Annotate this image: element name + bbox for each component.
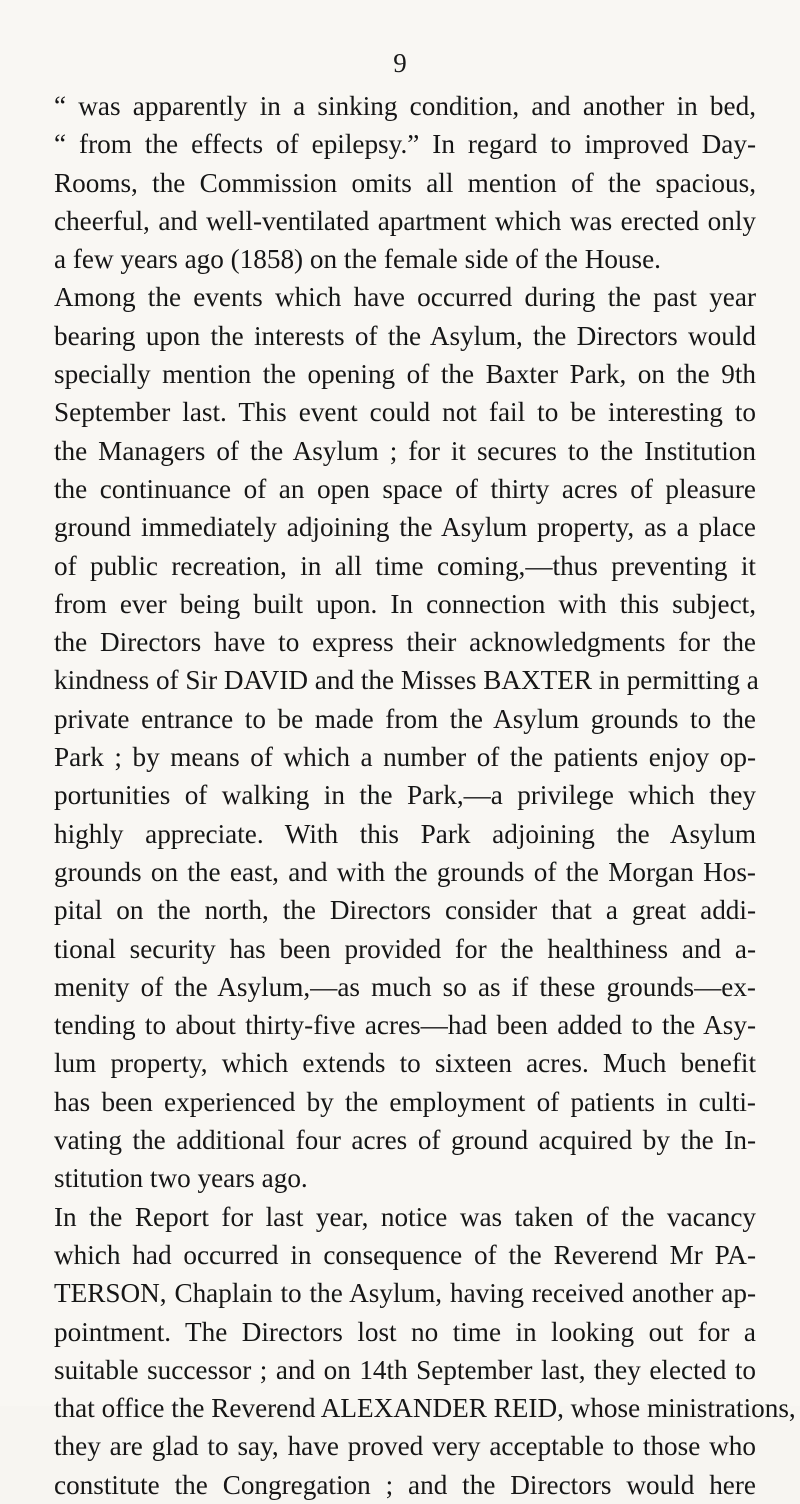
text-line: stitution two years ago. <box>54 1163 308 1194</box>
text-line: vating the additional four acres of ground acquired by the In- <box>54 1125 756 1156</box>
text-line: which had occurred in consequence of the Reverend Mr PA- <box>54 1239 756 1270</box>
text-line: Park ; by means of which a number of the patients enjoy op- <box>54 742 756 773</box>
text-line: Among the events which have occurred during the past year <box>54 282 756 313</box>
text-line: Rooms, the Commission omits all mention of the spacious, <box>54 167 756 198</box>
text-line: they are glad to say, have proved very acceptable to those who <box>54 1431 756 1462</box>
text-line: tending to about thirty-five acres—had been added to the Asy- <box>54 1010 756 1041</box>
text-line: pital on the north, the Directors consider that a great addi- <box>54 895 756 926</box>
text-line: grounds on the east, and with the grounds of the Morgan Hos- <box>54 856 756 887</box>
text-line: cheerful, and well-ventilated apartment which was erected only <box>54 205 756 236</box>
text-line: TERSON, Chaplain to the Asylum, having received another ap- <box>54 1278 756 1309</box>
text-line: portunities of walking in the Park,—a privilege which they <box>54 780 756 811</box>
text-line: ground immediately adjoining the Asylum property, as a place <box>54 512 756 543</box>
page-number: 9 <box>393 48 407 78</box>
text-line: that office the Reverend ALEXANDER REID, whose ministrations, <box>54 1393 796 1424</box>
text-line: tional security has been provided for the healthiness and a- <box>54 933 756 964</box>
text-line: has been experienced by the employment of patients in culti- <box>54 1086 756 1117</box>
text-line: kindness of Sir DAVID and the Misses BAXTER in permitting a <box>54 665 759 696</box>
text-line: menity of the Asylum,—as much so as if these grounds—ex- <box>54 971 756 1002</box>
text-line: highly appreciate. With this Park adjoining the Asylum <box>54 818 756 849</box>
body-text <box>54 87 796 1504</box>
text-line: private entrance to be made from the Asylum grounds to the <box>54 703 756 734</box>
text-line: bearing upon the interests of the Asylum, the Directors would <box>54 320 756 351</box>
text-line: constitute the Congregation ; and the Directors would here <box>54 1469 756 1500</box>
text-line: a few years ago (1858) on the female side of the House. <box>54 244 661 275</box>
text-line: lum property, which extends to sixteen acres. Much benefit <box>54 1048 756 1079</box>
text-line: September last. This event could not fail to be interesting to <box>54 397 756 428</box>
text-line: “ was apparently in a sinking condition, and another in bed, <box>54 91 756 121</box>
text-line: suitable successor ; and on 14th September last, they elected to <box>54 1354 756 1385</box>
text-line: “ from the effects of epilepsy.” In regard to improved Day- <box>54 129 756 160</box>
text-line: the Managers of the Asylum ; for it secures to the Institution <box>54 435 756 466</box>
text-line: the Directors have to express their acknowledgments for the <box>54 627 756 658</box>
text-line: of public recreation, in all time coming,—thus preventing it <box>54 550 756 581</box>
text-line: specially mention the opening of the Baxter Park, on the 9th <box>54 359 756 390</box>
text-line: pointment. The Directors lost no time in looking out for a <box>54 1316 756 1347</box>
text-line: In the Report for last year, notice was taken of the vacancy <box>54 1201 756 1232</box>
text-line: the continuance of an open space of thirty acres of pleasure <box>54 473 756 504</box>
text-line: from ever being built upon. In connection with this subject, <box>54 588 756 619</box>
